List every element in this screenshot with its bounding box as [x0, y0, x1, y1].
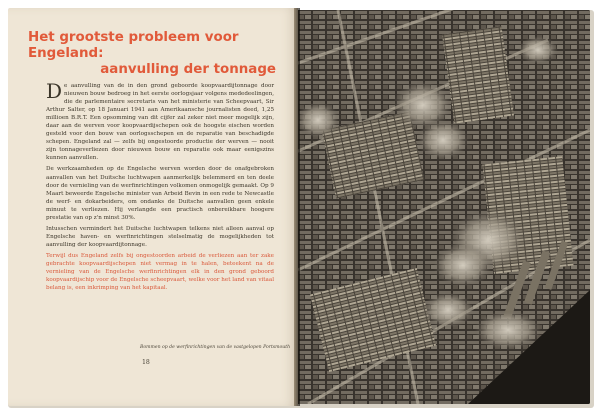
paragraph-2: De werkzaamheden op de Engelsche werven worden door de onafgebroken aanvallen van het Duitsche luchtwapen aanmerkelijk belemmerd en ten deele door de vernieling van de werfinrichtingen volkomen onmogelijk gemaakt. Op 9 Maart beweerde Engelsche minister van Arbeid Bevin in een rede te Newcastle de werf- en dokarbeiders, om ondanks de Duitsche aanvallen geen enkele minuut te verliezen. Hij verlangde een practisch onbereikbare hoogere prestatie van op z'n minst 30%.: [46, 166, 274, 221]
page-number: 18: [142, 359, 150, 366]
article-title: [28, 30, 276, 78]
highlight-block: [46, 252, 274, 292]
right-page-photo: [298, 10, 590, 404]
photo-caption: Bommen op de werfinrichtingen van de vastgelopen Portsmouth: [140, 345, 291, 350]
title-line-1: Het grootste probleem voor Engeland:: [28, 30, 239, 61]
title-line-2: aanvulling der tonnage: [100, 62, 276, 77]
aerial-photo: [298, 10, 590, 404]
book-spine: [294, 8, 300, 406]
paragraph-1: [46, 79, 274, 162]
paragraph-4: Terwijl dus Engeland zelfs bij ongestoorden arbeid de verliezen aan ter zake gebrachte koopvaardijschepen niet vermag in te halen, beteekent na de vernieling van de Engelsche werfinrichtingen elk in den grond geboord koopvaardijschip voor de Engelsche scheepvaart, welke voor het land van vitaal belang is, een inkrimping van het kapitaal.: [46, 252, 274, 292]
paragraph-1-text: e aanvulling van de in den grond geboorde koopvaardijtonnage door nieuwen bouw bedroeg in het eerste oorlogsjaar volgens mededeelingen, die de parlementaire secretaris van het ministerie van Scheepvaart, Sir Arthur Salter, op 18 Januari 1941 aan Amerikaansche journalisten deed, 1,25 millioen B.R.T. Een opsomming van dit cijfer zal zeker niet meer mogelijk zijn, daar aan de werven voor koopvaardijschepen ook de hoogste eischen worden gesteld voor den bouw van oorlogsschepen en de reparatie van beschadigde schepen. Engeland zal — zelfs bij ongestoorde productie der werven — nooit zijn tonnageverliezen door nieuwen bouw en reparatie ook maar eenigszins kunnen aanvullen.: [46, 83, 274, 162]
drop-cap: D: [46, 79, 63, 103]
paragraph-3: Intusschen vermindert het Duitsche luchtwapen telkens niet alleen aanval op Engelsche haven- en werfinrichtingen stelselmatig de mogelijkheden tot aanvulling der koopvaardijtonnage.: [46, 225, 274, 248]
article-body: [46, 79, 274, 295]
